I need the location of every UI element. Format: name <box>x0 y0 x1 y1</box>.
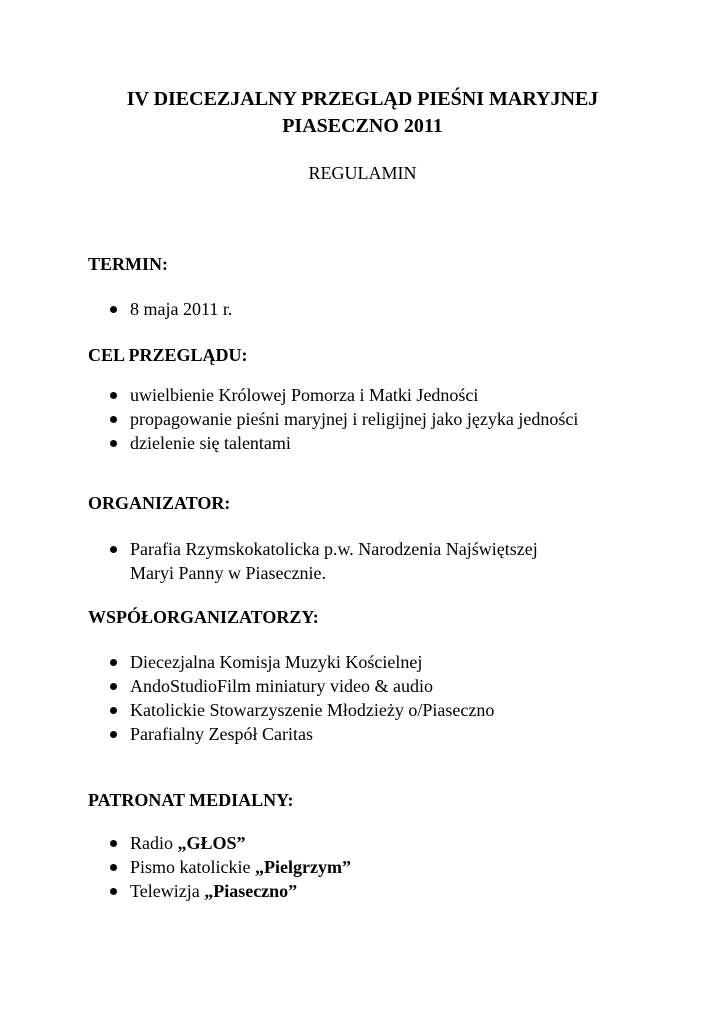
list-item <box>88 879 688 903</box>
media-name: „GŁOS” <box>177 833 246 853</box>
section-heading-cel: CEL PRZEGLĄDU: <box>88 345 248 365</box>
list-item <box>88 650 688 674</box>
document-title-line2: PIASECZNO 2011 <box>282 115 443 137</box>
list-item <box>88 855 688 879</box>
patronat-list <box>88 831 688 903</box>
bullet-icon <box>110 440 117 447</box>
media-name: „Pielgrzym” <box>255 857 351 877</box>
list-item <box>88 831 688 855</box>
list-item-text: propagowanie pieśni maryjnej i religijnej jako języka jedności <box>130 409 579 429</box>
section-heading-termin: TERMIN: <box>88 254 168 274</box>
list-item <box>88 383 688 407</box>
bullet-icon <box>110 306 117 313</box>
section-heading-patronat: PATRONAT MEDIALNY: <box>88 790 294 810</box>
organizator-list <box>88 537 688 585</box>
bullet-icon <box>110 659 117 666</box>
list-item <box>88 297 688 321</box>
list-item <box>88 407 688 431</box>
list-item <box>88 698 688 722</box>
termin-list <box>88 297 688 321</box>
media-type-label: Radio <box>130 833 178 853</box>
list-item <box>88 722 688 746</box>
document-subtitle: REGULAMIN <box>308 163 417 183</box>
media-type-label: Pismo katolickie <box>130 857 255 877</box>
wspolorganizatorzy-list <box>88 650 688 746</box>
list-item-text-line2: Maryi Panny w Piasecznie. <box>130 563 326 583</box>
bullet-icon <box>110 546 117 553</box>
media-name: „Piaseczno” <box>204 881 298 901</box>
list-item-text: 8 maja 2011 r. <box>130 299 233 319</box>
list-item-text: dzielenie się talentami <box>130 433 291 453</box>
bullet-icon <box>110 888 117 895</box>
bullet-icon <box>110 864 117 871</box>
list-item-text: Katolickie Stowarzyszenie Młodzieży o/Piaseczno <box>130 700 495 720</box>
list-item-text: AndoStudioFilm miniatury video & audio <box>130 676 433 696</box>
bullet-icon <box>110 416 117 423</box>
list-item <box>88 674 688 698</box>
bullet-icon <box>110 392 117 399</box>
bullet-icon <box>110 731 117 738</box>
bullet-icon <box>110 683 117 690</box>
bullet-icon <box>110 840 117 847</box>
list-item-text-line1: Parafia Rzymskokatolicka p.w. Narodzenia Najświętszej <box>130 539 538 559</box>
bullet-icon <box>110 707 117 714</box>
list-item-text: Diecezjalna Komisja Muzyki Kościelnej <box>130 652 423 672</box>
list-item-text: uwielbienie Królowej Pomorza i Matki Jedności <box>130 385 479 405</box>
list-item <box>88 431 688 455</box>
document-title-line1: IV DIECEZJALNY PRZEGLĄD PIEŚNI MARYJNEJ <box>126 88 599 110</box>
cel-list <box>88 383 688 455</box>
list-item-text: Parafialny Zespół Caritas <box>130 724 313 744</box>
media-type-label: Telewizja <box>130 881 205 901</box>
list-item <box>88 537 688 585</box>
section-heading-wspolorganizatorzy: WSPÓŁORGANIZATORZY: <box>88 607 319 627</box>
section-heading-organizator: ORGANIZATOR: <box>88 493 231 513</box>
